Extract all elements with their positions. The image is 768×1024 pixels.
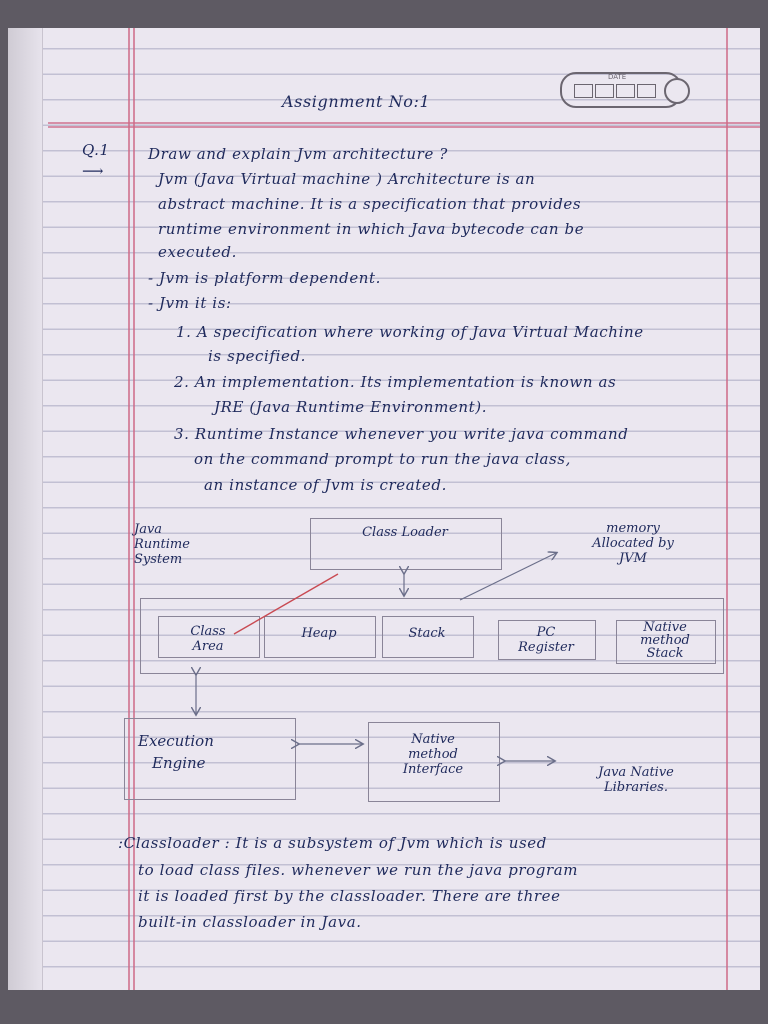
text-line-7: - Jvm it is: xyxy=(148,294,232,312)
red-pointer-line xyxy=(234,574,338,634)
text-line-12: 3. Runtime Instance whenever you write java command xyxy=(174,425,629,443)
page-title: Assignment No:1 xyxy=(282,92,431,111)
runtime-to-memory-arrow xyxy=(460,553,556,600)
java-runtime-system-label: Java Runtime System xyxy=(134,522,190,567)
arrow-icon: ⟶ xyxy=(82,162,105,180)
text-line-13: on the command prompt to run the java class, xyxy=(194,450,571,468)
native-interface-label: Native method Interface xyxy=(402,732,464,777)
text-line-4: runtime environment in which Java bytecode can be xyxy=(158,220,585,238)
memory-note: memory Allocated by JVM xyxy=(592,521,674,566)
date-label: DATE xyxy=(608,73,627,81)
text-line-9: is specified. xyxy=(208,347,307,365)
text-line-2: Jvm (Java Virtual machine ) Architecture is an xyxy=(158,170,536,188)
text-line-1: Draw and explain Jvm architecture ? xyxy=(148,145,448,163)
text-line-14: an instance of Jvm is created. xyxy=(204,476,447,494)
text-line-8: 1. A specification where working of Java Virtual Machine xyxy=(176,323,644,341)
text-line-3: abstract machine. It is a specification that provides xyxy=(158,195,582,213)
text-line-6: - Jvm is platform dependent. xyxy=(148,269,382,287)
class-loader-label: Class Loader xyxy=(362,525,448,540)
question-number: Q.1 xyxy=(82,141,110,159)
text-line-10: 2. An implementation. Its implementation is known as xyxy=(174,373,617,391)
classloader-line-3: it is loaded first by the classloader. There are three xyxy=(138,887,561,905)
text-line-5: executed. xyxy=(158,243,237,261)
notebook-page xyxy=(8,28,760,990)
classloader-line-2: to load class files. whenever we run the java program xyxy=(138,861,579,879)
native-libraries-label: Java Native Libraries. xyxy=(598,765,674,795)
class-area-label: Class Area xyxy=(190,624,226,654)
classloader-line-4: built-in classloader in Java. xyxy=(138,913,362,931)
text-line-11: JRE (Java Runtime Environment). xyxy=(214,398,488,416)
heap-label: Heap xyxy=(301,626,337,641)
classloader-line-1: :Classloader : It is a subsystem of Jvm which is used xyxy=(118,834,547,852)
native-method-stack-label: Native method Stack xyxy=(640,620,690,661)
execution-engine-label: Execution Engine xyxy=(138,732,214,772)
stack-label: Stack xyxy=(408,626,446,641)
pc-register-label: PC Register xyxy=(518,625,574,655)
